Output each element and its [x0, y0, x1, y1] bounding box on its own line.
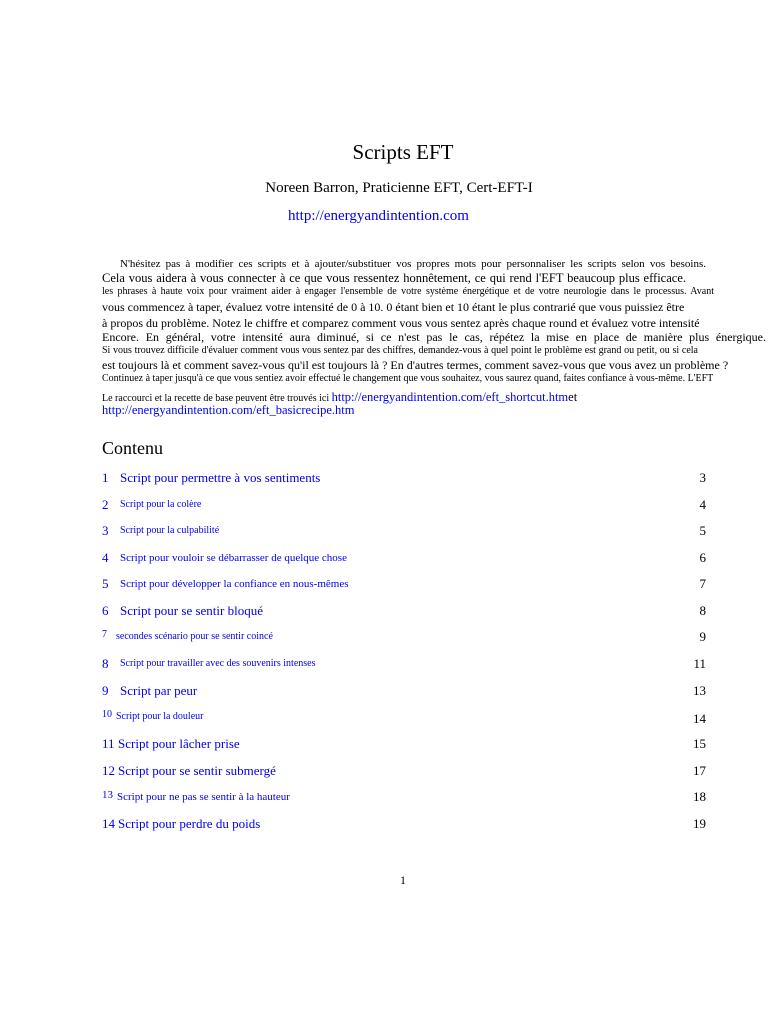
intro-line: Continuez à taper jusqu'à ce que vous sentiez avoir effectué le changement que vous souhaitez, vous saurez quand, faites confiance à vous-même. L'EFT	[102, 373, 714, 384]
toc-item[interactable]	[102, 736, 706, 754]
toc-item-page: 7	[699, 576, 706, 591]
toc-item-number: 14	[102, 816, 115, 831]
toc-item-page: 8	[699, 603, 706, 618]
page-number: 1	[400, 873, 406, 887]
toc-item-number: 3	[102, 523, 109, 538]
intro-line: est toujours là et comment savez-vous qu'il est toujours là ? En d'autres termes, comment savez-vous que vous avez un problème ?	[102, 358, 729, 372]
toc-item-label[interactable]: Script pour la colère	[120, 499, 202, 510]
website-link[interactable]: http://energyandintention.com	[288, 208, 469, 224]
shortcut-tail: et	[568, 390, 578, 404]
toc-item-page: 5	[699, 523, 706, 538]
toc-item-number: 7	[102, 629, 107, 640]
intro-line: Encore. En général, votre intensité aura diminué, si ce n'est pas le cas, répétez la mise en place de manière plus énergique.	[102, 330, 766, 344]
toc-item-label[interactable]: Script pour la douleur	[116, 711, 204, 722]
toc-item[interactable]	[102, 789, 706, 807]
toc-item[interactable]	[102, 523, 706, 541]
toc-item-label[interactable]: Script pour développer la confiance en nous-mêmes	[120, 578, 349, 590]
toc-item[interactable]	[102, 470, 706, 488]
intro-line: Cela vous aidera à vous connecter à ce que vous ressentez honnêtement, ce qui rend l'EFT beaucoup plus efficace.	[102, 271, 686, 285]
toc-item-label[interactable]: Script pour vouloir se débarrasser de quelque chose	[120, 552, 347, 564]
toc-item-label[interactable]: Script pour lâcher prise	[118, 736, 240, 751]
toc-item-page: 19	[693, 816, 706, 831]
toc-item[interactable]	[102, 816, 706, 834]
toc-item-label[interactable]: Script pour permettre à vos sentiments	[120, 470, 321, 485]
toc-item-page: 17	[693, 763, 706, 778]
toc-item[interactable]	[102, 629, 706, 647]
author-line: Noreen Barron, Praticienne EFT, Cert-EFT-I	[265, 180, 533, 196]
toc-item-page: 15	[693, 736, 706, 751]
document-title: Scripts EFT	[352, 140, 454, 164]
toc-item-number: 2	[102, 497, 109, 512]
shortcut-link[interactable]: http://energyandintention.com/eft_shortcut.htm	[331, 390, 569, 404]
toc-item-number: 11	[102, 736, 115, 751]
intro-line: vous commencez à taper, évaluez votre intensité de 0 à 10. 0 étant bien et 10 étant le plus contrarié que vous puissiez être	[102, 300, 685, 314]
toc-item-page: 4	[699, 497, 706, 512]
toc-item-number: 5	[102, 576, 109, 591]
intro-line: à propos du problème. Notez le chiffre et comparez comment vous vous sentez après chaque round et évaluez votre intensité	[102, 316, 700, 330]
toc-item-label[interactable]: secondes scénario pour se sentir coincé	[116, 631, 273, 642]
toc-item-label[interactable]: Script pour se sentir bloqué	[120, 603, 263, 618]
toc-item-page: 3	[699, 470, 706, 485]
toc-item[interactable]	[102, 763, 706, 781]
toc-item-page: 6	[699, 550, 706, 565]
toc-item-page: 13	[693, 683, 706, 698]
intro-line: les phrases à haute voix pour vraiment aider à engager l'ensemble de votre système énergétique et de votre neurologie dans le processus. Avant	[102, 286, 714, 297]
toc-item[interactable]	[102, 656, 706, 674]
toc-item-number: 13	[102, 789, 113, 801]
toc-item[interactable]	[102, 550, 706, 568]
intro-line: Si vous trouvez difficile d'évaluer comment vous vous sentez par des chiffres, demandez-vous à quel point le problème est grand ou petit, ou si cela	[102, 345, 698, 356]
toc-item-page: 11	[693, 656, 706, 671]
toc-item-number: 9	[102, 683, 109, 698]
toc-item[interactable]	[102, 603, 706, 621]
toc-item-number: 10	[102, 709, 112, 720]
toc-item-number: 12	[102, 763, 115, 778]
toc-item-label[interactable]: Script pour travailler avec des souvenirs intenses	[120, 658, 316, 669]
toc-item[interactable]	[102, 683, 706, 701]
toc-item-label[interactable]: Script pour se sentir submergé	[118, 763, 276, 778]
toc-item-page: 9	[699, 629, 706, 644]
basic-recipe-link[interactable]: http://energyandintention.com/eft_basicrecipe.htm	[102, 403, 355, 417]
toc-item-label[interactable]: Script par peur	[120, 683, 198, 698]
toc-item-number: 6	[102, 603, 109, 618]
toc-item-label[interactable]: Script pour ne pas se sentir à la hauteur	[117, 791, 290, 803]
toc-item[interactable]	[102, 576, 706, 594]
toc-item[interactable]	[102, 709, 706, 727]
toc-item-label[interactable]: Script pour perdre du poids	[118, 816, 261, 831]
contents-heading: Contenu	[102, 438, 163, 458]
toc-item-page: 14	[693, 711, 706, 726]
toc-item-number: 1	[102, 470, 109, 485]
toc-item-page: 18	[693, 789, 706, 804]
shortcut-text: Le raccourci et la recette de base peuvent être trouvés ici	[102, 393, 332, 404]
toc-item-number: 4	[102, 550, 109, 565]
toc-item-number: 8	[102, 656, 109, 671]
toc-item-label[interactable]: Script pour la culpabilité	[120, 525, 220, 536]
toc-item[interactable]	[102, 497, 706, 515]
intro-line: N'hésitez pas à modifier ces scripts et à ajouter/substituer vos propres mots pour personnaliser les scripts selon vos besoins.	[120, 258, 706, 270]
